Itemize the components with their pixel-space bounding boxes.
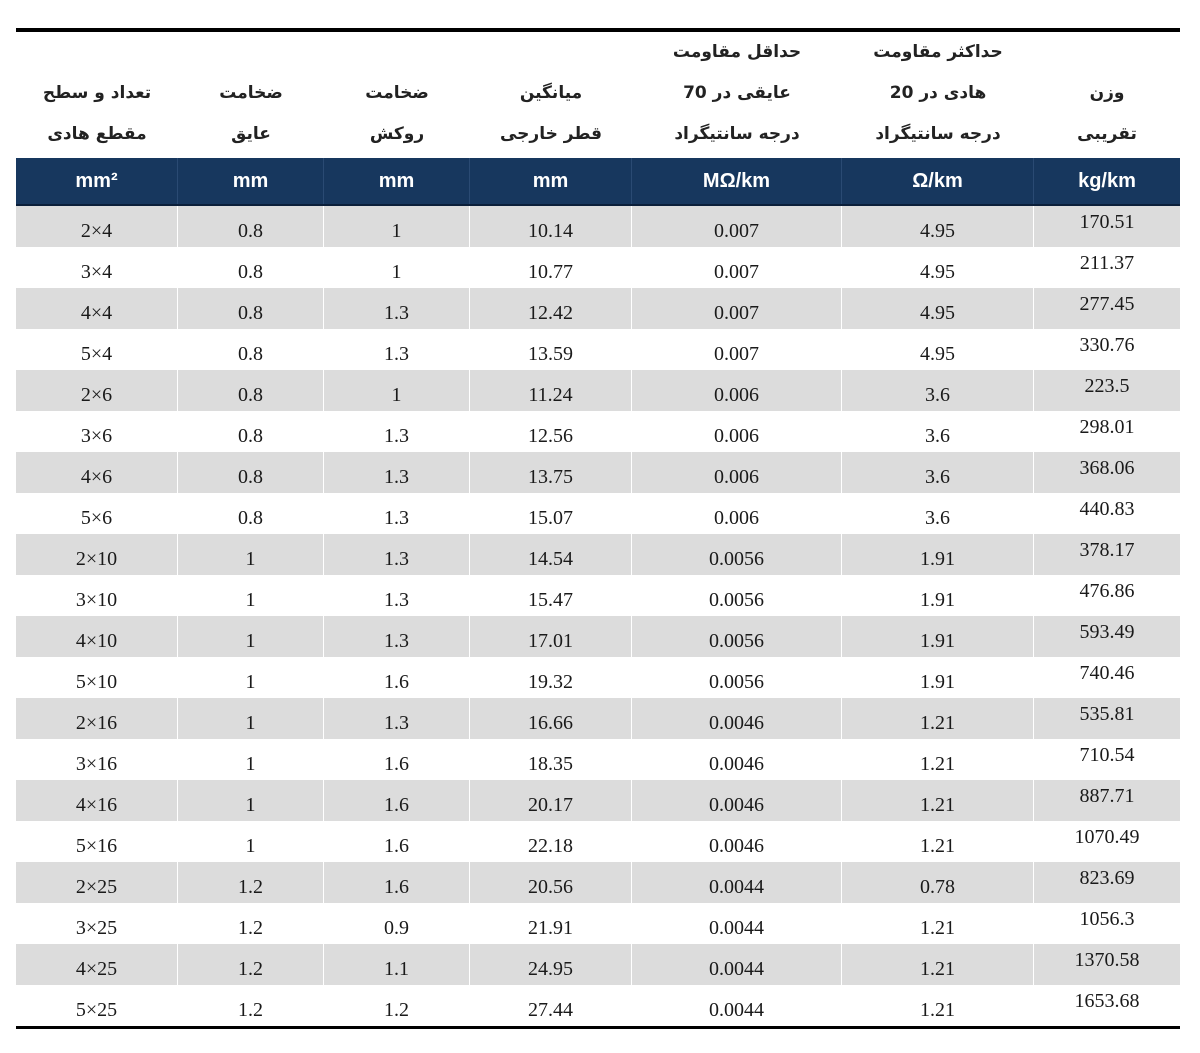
cell-sheath: 1 (324, 206, 470, 247)
cell-conductor-resistance: 1.91 (842, 575, 1034, 616)
cell-insulation-resistance: 0.0044 (632, 944, 842, 985)
header-approx-weight: وزن تقریبی (1077, 83, 1137, 144)
table-row (16, 288, 1180, 329)
cell-insulation-resistance: 0.0056 (632, 575, 842, 616)
cell-insulation: 0.8 (178, 452, 324, 493)
cell-insulation-resistance: 0.006 (632, 493, 842, 534)
cell-diameter: 20.17 (470, 780, 632, 821)
cell-weight: 710.54 (1079, 744, 1135, 766)
cell-insulation: 0.8 (178, 288, 324, 329)
table-body (16, 206, 1180, 1026)
cell-insulation: 1 (178, 657, 324, 698)
cell-sheath: 1.6 (324, 657, 470, 698)
cell-diameter: 15.47 (470, 575, 632, 616)
table-row (16, 903, 1180, 944)
cell-diameter: 16.66 (470, 698, 632, 739)
cell-weight: 535.81 (1079, 703, 1135, 725)
cell-cross-section: 5×4 (16, 329, 178, 370)
cell-conductor-resistance: 3.6 (842, 411, 1034, 452)
cell-insulation: 1 (178, 534, 324, 575)
cell-insulation-resistance: 0.0044 (632, 985, 842, 1026)
cell-sheath: 1.3 (324, 534, 470, 575)
cell-sheath: 1.3 (324, 575, 470, 616)
table-row (16, 780, 1180, 821)
cell-diameter: 20.56 (470, 862, 632, 903)
cell-conductor-resistance: 1.91 (842, 657, 1034, 698)
cell-cross-section: 4×6 (16, 452, 178, 493)
cell-sheath: 1.3 (324, 452, 470, 493)
cell-sheath: 1.3 (324, 698, 470, 739)
unit-weight: kg/km (1078, 169, 1136, 192)
cell-conductor-resistance: 1.21 (842, 985, 1034, 1026)
cell-diameter: 15.07 (470, 493, 632, 534)
cell-weight: 211.37 (1079, 252, 1135, 274)
cell-insulation: 1 (178, 821, 324, 862)
cell-conductor-resistance: 4.95 (842, 288, 1034, 329)
cell-sheath: 1 (324, 247, 470, 288)
table-row (16, 698, 1180, 739)
cell-weight: 1653.68 (1074, 990, 1140, 1012)
cell-weight: 223.5 (1084, 375, 1130, 397)
cell-insulation: 0.8 (178, 329, 324, 370)
cell-weight: 440.83 (1079, 498, 1135, 520)
cell-insulation-resistance: 0.0046 (632, 780, 842, 821)
cell-diameter: 19.32 (470, 657, 632, 698)
table-row (16, 534, 1180, 575)
cell-sheath: 1.3 (324, 288, 470, 329)
unit-conductor-resistance: Ω/km (842, 158, 1034, 204)
table-row (16, 370, 1180, 411)
cell-weight: 330.76 (1079, 334, 1135, 356)
cell-diameter: 10.77 (470, 247, 632, 288)
cell-weight: 368.06 (1079, 457, 1135, 479)
cell-insulation-resistance: 0.007 (632, 329, 842, 370)
cell-diameter: 21.91 (470, 903, 632, 944)
cell-insulation-resistance: 0.0046 (632, 821, 842, 862)
cell-diameter: 13.59 (470, 329, 632, 370)
unit-insulation-resistance: MΩ/km (632, 158, 842, 204)
cell-sheath: 1.6 (324, 739, 470, 780)
cell-conductor-resistance: 1.91 (842, 534, 1034, 575)
cell-insulation: 0.8 (178, 370, 324, 411)
cell-sheath: 1.3 (324, 411, 470, 452)
cell-weight: 593.49 (1079, 621, 1135, 643)
cell-insulation-resistance: 0.007 (632, 206, 842, 247)
cell-insulation-resistance: 0.0046 (632, 698, 842, 739)
cell-sheath: 0.9 (324, 903, 470, 944)
cell-conductor-resistance: 0.78 (842, 862, 1034, 903)
cell-cross-section: 5×25 (16, 985, 178, 1026)
cell-sheath: 1.2 (324, 985, 470, 1026)
table-row (16, 575, 1180, 616)
cell-weight: 887.71 (1079, 785, 1135, 807)
cell-insulation: 0.8 (178, 247, 324, 288)
cell-conductor-resistance: 1.21 (842, 821, 1034, 862)
cell-diameter: 11.24 (470, 370, 632, 411)
cell-insulation: 1 (178, 616, 324, 657)
cell-diameter: 12.56 (470, 411, 632, 452)
cell-conductor-resistance: 1.21 (842, 739, 1034, 780)
cell-conductor-resistance: 1.91 (842, 616, 1034, 657)
cell-insulation-resistance: 0.007 (632, 288, 842, 329)
header-max-conductor-resistance: حداکثر مقاومت هادی در 20 درجه سانتیگراد (873, 42, 1003, 144)
cell-weight: 1070.49 (1074, 826, 1140, 848)
cell-diameter: 12.42 (470, 288, 632, 329)
cell-sheath: 1.3 (324, 329, 470, 370)
cell-diameter: 22.18 (470, 821, 632, 862)
cell-weight: 277.45 (1079, 293, 1135, 315)
cell-conductor-resistance: 1.21 (842, 698, 1034, 739)
cell-insulation-resistance: 0.0044 (632, 862, 842, 903)
cell-cross-section: 2×4 (16, 206, 178, 247)
cell-cross-section: 4×25 (16, 944, 178, 985)
cell-cross-section: 2×10 (16, 534, 178, 575)
cell-diameter: 27.44 (470, 985, 632, 1026)
cell-insulation-resistance: 0.006 (632, 411, 842, 452)
table-row (16, 985, 1180, 1026)
table-row (16, 411, 1180, 452)
cell-cross-section: 3×4 (16, 247, 178, 288)
cell-sheath: 1 (324, 370, 470, 411)
cell-diameter: 13.75 (470, 452, 632, 493)
cell-sheath: 1.3 (324, 493, 470, 534)
cell-insulation: 0.8 (178, 411, 324, 452)
table-row (16, 493, 1180, 534)
header-min-insulation-resistance: حداقل مقاومت عایقی در 70 درجه سانتیگراد (672, 42, 802, 144)
table-row (16, 739, 1180, 780)
cell-weight: 476.86 (1079, 580, 1135, 602)
cell-insulation: 0.8 (178, 493, 324, 534)
cell-cross-section: 3×10 (16, 575, 178, 616)
cell-conductor-resistance: 1.21 (842, 944, 1034, 985)
cell-insulation-resistance: 0.0046 (632, 739, 842, 780)
header-outer-diameter: میانگین قطر خارجی (499, 83, 603, 144)
cell-diameter: 24.95 (470, 944, 632, 985)
cell-cross-section: 3×6 (16, 411, 178, 452)
cell-cross-section: 3×16 (16, 739, 178, 780)
cell-weight: 740.46 (1079, 662, 1135, 684)
table-row (16, 616, 1180, 657)
table-row (16, 944, 1180, 985)
cell-cross-section: 5×10 (16, 657, 178, 698)
cell-insulation-resistance: 0.0044 (632, 903, 842, 944)
unit-sheath: mm (324, 158, 470, 204)
cell-insulation-resistance: 0.006 (632, 452, 842, 493)
cell-conductor-resistance: 4.95 (842, 206, 1034, 247)
unit-diameter: mm (470, 158, 632, 204)
cell-cross-section: 2×16 (16, 698, 178, 739)
cell-insulation-resistance: 0.0056 (632, 657, 842, 698)
cell-weight: 823.69 (1079, 867, 1135, 889)
cell-conductor-resistance: 3.6 (842, 370, 1034, 411)
cell-insulation: 1 (178, 698, 324, 739)
cell-conductor-resistance: 1.21 (842, 780, 1034, 821)
table-row (16, 329, 1180, 370)
cell-insulation-resistance: 0.0056 (632, 616, 842, 657)
cell-sheath: 1.6 (324, 862, 470, 903)
cell-cross-section: 3×25 (16, 903, 178, 944)
cell-insulation: 1.2 (178, 862, 324, 903)
table-row (16, 452, 1180, 493)
table-row (16, 206, 1180, 247)
table-row (16, 657, 1180, 698)
cell-diameter: 10.14 (470, 206, 632, 247)
cell-insulation: 0.8 (178, 206, 324, 247)
table-row (16, 247, 1180, 288)
cell-conductor-resistance: 3.6 (842, 493, 1034, 534)
header-conductor-cross-section: تعداد و سطح مقطع هادی (42, 83, 152, 144)
cell-insulation-resistance: 0.006 (632, 370, 842, 411)
cell-diameter: 17.01 (470, 616, 632, 657)
cell-weight: 298.01 (1079, 416, 1135, 438)
cell-diameter: 18.35 (470, 739, 632, 780)
table-row (16, 821, 1180, 862)
cell-insulation: 1 (178, 780, 324, 821)
cell-cross-section: 4×10 (16, 616, 178, 657)
bottom-rule (16, 1026, 1180, 1029)
unit-insulation: mm (178, 158, 324, 204)
cell-insulation: 1.2 (178, 944, 324, 985)
cell-weight: 1056.3 (1079, 908, 1135, 930)
cell-sheath: 1.6 (324, 821, 470, 862)
header-sheath-thickness: ضخامت روکش (365, 83, 429, 144)
column-header-row (16, 32, 1180, 158)
cell-conductor-resistance: 4.95 (842, 247, 1034, 288)
cell-insulation-resistance: 0.007 (632, 247, 842, 288)
cell-sheath: 1.1 (324, 944, 470, 985)
header-insulation-thickness: ضخامت عایق (219, 83, 283, 144)
cell-weight: 378.17 (1079, 539, 1135, 561)
table-row (16, 862, 1180, 903)
cell-conductor-resistance: 3.6 (842, 452, 1034, 493)
cell-cross-section: 4×16 (16, 780, 178, 821)
cell-cross-section: 2×25 (16, 862, 178, 903)
unit-conductor: mm² (16, 158, 178, 204)
cell-cross-section: 5×6 (16, 493, 178, 534)
cell-insulation: 1.2 (178, 985, 324, 1026)
cell-cross-section: 4×4 (16, 288, 178, 329)
cell-insulation: 1 (178, 739, 324, 780)
units-header-band (16, 158, 1180, 206)
cell-conductor-resistance: 1.21 (842, 903, 1034, 944)
cell-sheath: 1.6 (324, 780, 470, 821)
cell-cross-section: 5×16 (16, 821, 178, 862)
cell-insulation: 1 (178, 575, 324, 616)
cell-weight: 170.51 (1079, 211, 1135, 233)
cell-sheath: 1.3 (324, 616, 470, 657)
cell-weight: 1370.58 (1074, 949, 1140, 971)
cell-insulation-resistance: 0.0056 (632, 534, 842, 575)
cell-diameter: 14.54 (470, 534, 632, 575)
cable-spec-table (16, 28, 1180, 1029)
cell-conductor-resistance: 4.95 (842, 329, 1034, 370)
cell-insulation: 1.2 (178, 903, 324, 944)
cell-cross-section: 2×6 (16, 370, 178, 411)
